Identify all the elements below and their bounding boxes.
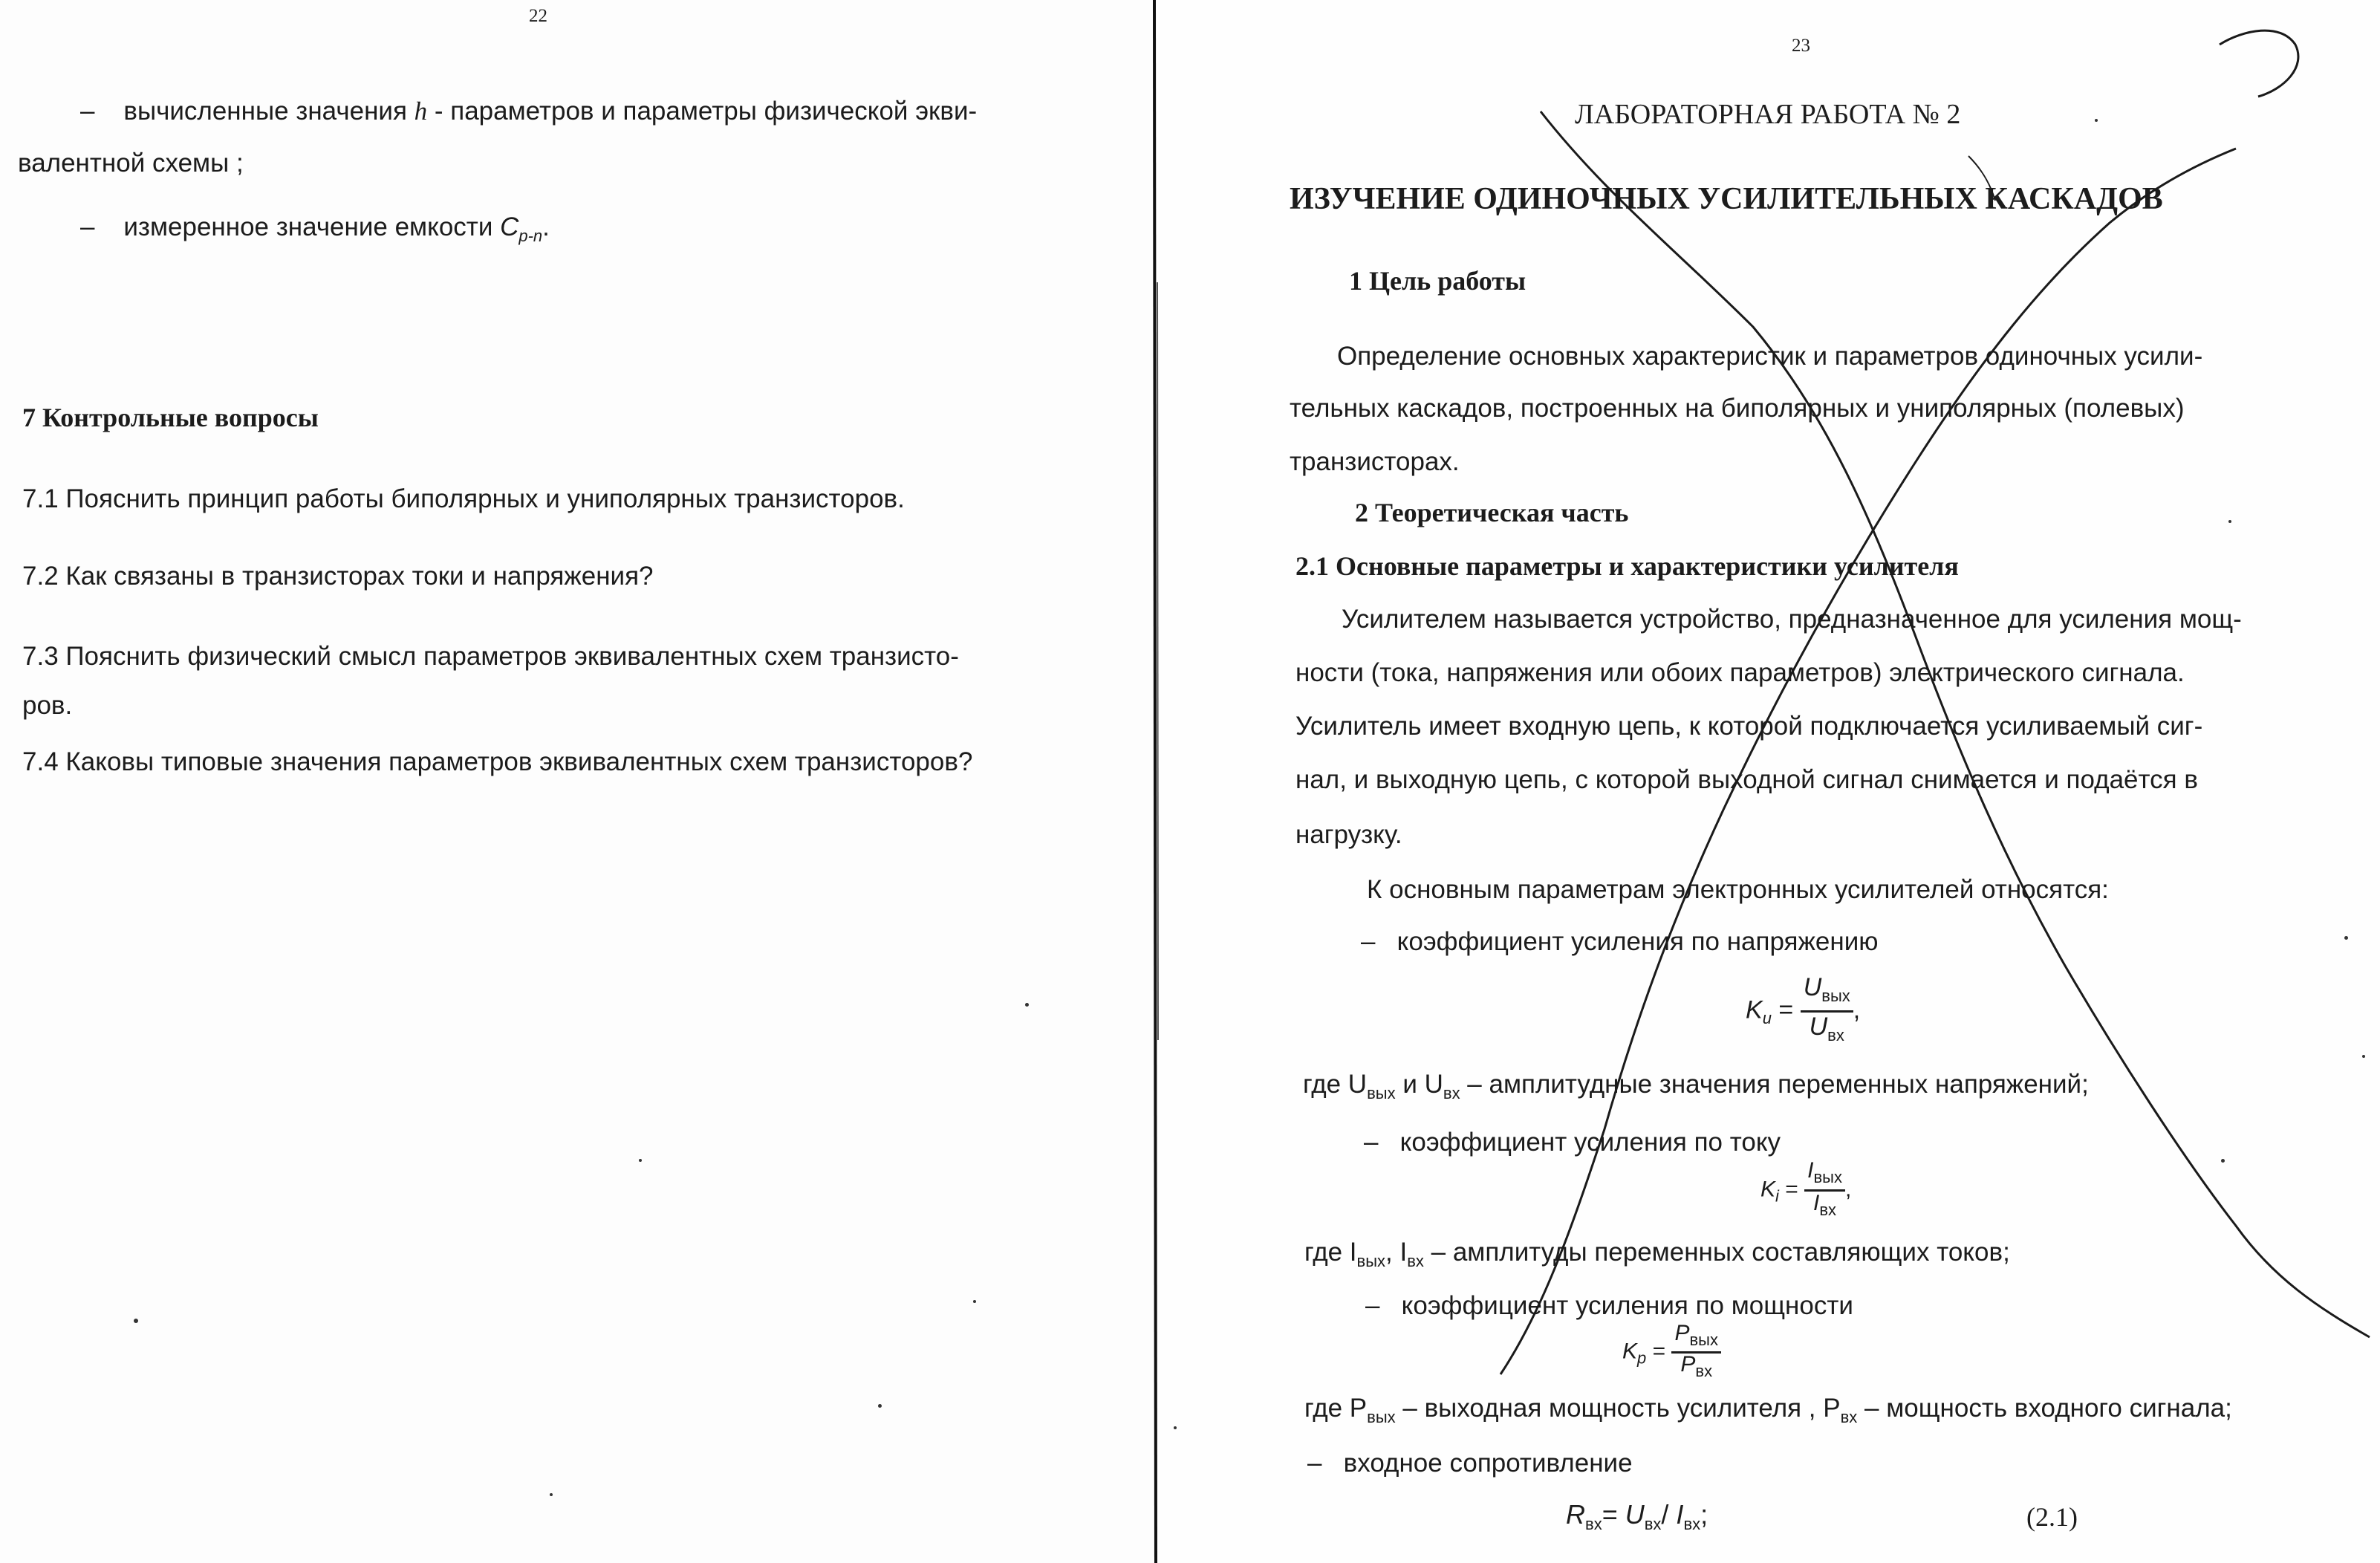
power-gain-where: где $P_{вых}$ – выходная мощность усилителя , $P_{вх}$ – мощность входного сигнала; <box>1304 1394 2232 1426</box>
goal-line-2: тельных каскадов, построенных на биполярных и униполярных (полевых) <box>1290 394 2185 423</box>
scan-speck <box>2362 1055 2365 1058</box>
goal-line-1: Определение основных характеристик и параметров одиночных усили- <box>1337 342 2203 371</box>
amp-line-2: ности (тока, напряжения или обоих параметров) электрического сигнала. <box>1295 658 2185 687</box>
page-number: 23 <box>1792 36 1810 56</box>
question-7-4: 7.4 Каковы типовые значения параметров эквивалентных схем транзисторов? <box>22 747 973 776</box>
voltage-gain-where: где $U_{вых}$ и $U_{вх}$ – амплитудные значения переменных напряжений; <box>1303 1070 2089 1102</box>
question-7-2: 7.2 Как связаны в транзисторах токи и напряжения? <box>22 562 654 591</box>
lab-title: ЛАБОРАТОРНАЯ РАБОТА № 2 <box>1575 99 1961 130</box>
question-7-1: 7.1 Пояснить принцип работы биполярных и униполярных транзисторов. <box>22 484 905 513</box>
scan-speck <box>1025 1003 1029 1007</box>
scan-speck <box>639 1159 642 1162</box>
goal-line-3: транзисторах. <box>1290 447 1460 476</box>
scan-speck <box>134 1319 138 1323</box>
voltage-gain-item: – коэффициент усиления по напряжению <box>1361 927 1879 956</box>
question-7-3-cont: ров. <box>22 691 73 720</box>
question-7-3: 7.3 Пояснить физический смысл параметров эквивалентных схем транзисто- <box>22 642 959 671</box>
left-page <box>0 0 1156 1563</box>
bullet-capacitance: – измеренное значение емкости $C_{p-n}$. <box>80 212 550 245</box>
page-number: 22 <box>529 6 547 26</box>
bullet-continuation: валентной схемы ; <box>18 149 244 178</box>
right-page <box>1159 0 2380 1563</box>
main-title: ИЗУЧЕНИЕ ОДИНОЧНЫХ УСИЛИТЕЛЬНЫХ КАСКАДОВ <box>1290 182 2163 216</box>
current-gain-item: – коэффициент усиления по току <box>1364 1128 1781 1157</box>
scan-speck <box>2228 520 2231 523</box>
equation-number: (2.1) <box>2026 1502 2078 1532</box>
scan-speck <box>2344 936 2348 940</box>
current-gain-where: где $I_{вых}$, $I_{вх}$ – амплитуды переменных составляющих токов; <box>1304 1238 2010 1270</box>
power-gain-formula: $K_p$ = $\frac{P_{вых}}{P_{вх}}$ <box>1622 1322 1721 1382</box>
scan-speck <box>973 1300 976 1303</box>
params-intro: К основным параметрам электронных усилителей относятся: <box>1367 875 2109 904</box>
scan-speck <box>2221 1159 2225 1163</box>
section-heading: 7 Контрольные вопросы <box>22 403 319 432</box>
amp-line-5: нагрузку. <box>1295 820 1402 849</box>
amp-line-1: Усилителем называется устройство, предназначенное для усиления мощ- <box>1342 605 2242 634</box>
voltage-gain-formula: $K_u$ = $\frac{U_{вых}}{U_{вх}}$ , <box>1746 973 1860 1050</box>
bullet-h-parameters: – вычисленные значения h - параметров и параметры физической экви- <box>80 97 978 126</box>
current-gain-fraction: $\frac{I_{вых}}{I_{вх}}$ <box>1804 1159 1845 1222</box>
current-gain-formula: $K_i$ = $\frac{I_{вых}}{I_{вх}}$ , <box>1760 1159 1851 1222</box>
input-resistance-formula: $R_{вх}= U_{вх}/$ $I_{вх}$; <box>1566 1499 1708 1534</box>
theory-heading: 2 Теоретическая часть <box>1355 498 1629 527</box>
scan-speck <box>550 1493 553 1496</box>
scan-speck <box>1174 1426 1177 1429</box>
power-gain-item: – коэффициент усиления по мощности <box>1365 1291 1853 1320</box>
voltage-gain-fraction: $\frac{U_{вых}}{U_{вх}}$ <box>1801 973 1853 1050</box>
subsection-heading: 2.1 Основные параметры и характеристики усилителя <box>1295 551 1959 581</box>
input-resistance-item: – входное сопротивление <box>1307 1449 1633 1478</box>
amp-line-3: Усилитель имеет входную цепь, к которой подключается усиливаемый сиг- <box>1295 712 2203 741</box>
amp-line-4: нал, и выходную цепь, с которой выходной сигнал снимается и подаётся в <box>1295 765 2198 794</box>
goal-heading: 1 Цель работы <box>1349 266 1526 296</box>
scan-speck <box>2095 119 2098 122</box>
power-gain-fraction: $\frac{P_{вых}}{P_{вх}}$ <box>1671 1322 1721 1382</box>
scan-speck <box>878 1404 882 1408</box>
